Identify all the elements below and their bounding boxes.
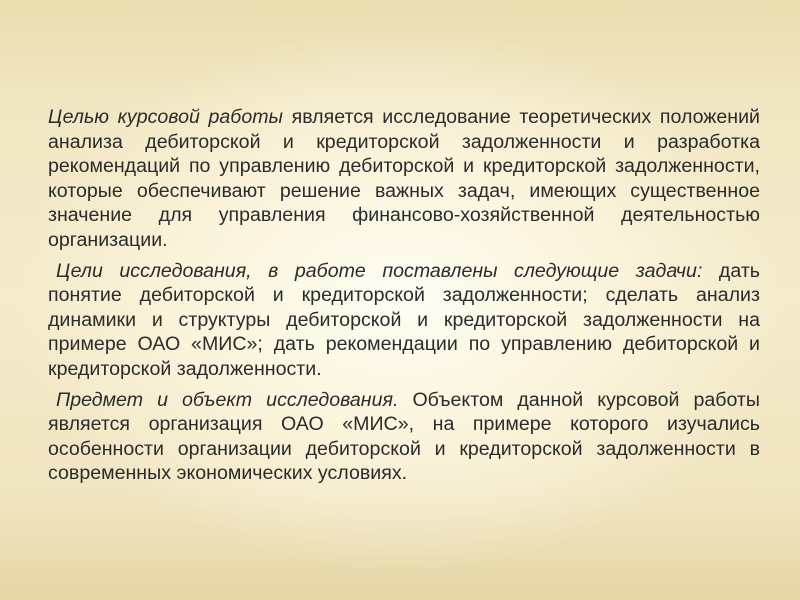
paragraph-subject-lead: Предмет и объект исследования. <box>56 388 399 411</box>
paragraph-goal-body: является исследование теоретических положений анализа дебиторской и кредиторской задолженности и разработка рекомендаций по управлению дебиторской и кредиторской задолженности, которые обеспечивают решение важных задач, имеющих существенное значение для управления финансово-хозяйственной деятельностью организации. <box>48 106 760 251</box>
paragraph-tasks-lead: Цели исследования, в работе поставлены следующие задачи: <box>56 259 703 282</box>
paragraph-subject-body: Объектом данной курсовой работы является организация ОАО «МИС», на примере которого изучались особенности организации дебиторской и кредиторской задолженности в современных экономических условиях. <box>48 388 760 485</box>
paragraph-tasks <box>48 259 760 382</box>
text-block <box>48 105 760 492</box>
paragraph-goal-lead: Целью курсовой работы <box>48 106 283 128</box>
paragraph-tasks-body: дать понятие дебиторской и кредиторской задолженности; сделать анализ динамики и структуры дебиторской и кредиторской задолженности на примере ОАО «МИС»; дать рекомендации по управлению дебиторской и кредиторской задолженности. <box>48 259 761 380</box>
paragraph-subject <box>48 388 760 486</box>
paragraph-goal <box>48 105 760 253</box>
